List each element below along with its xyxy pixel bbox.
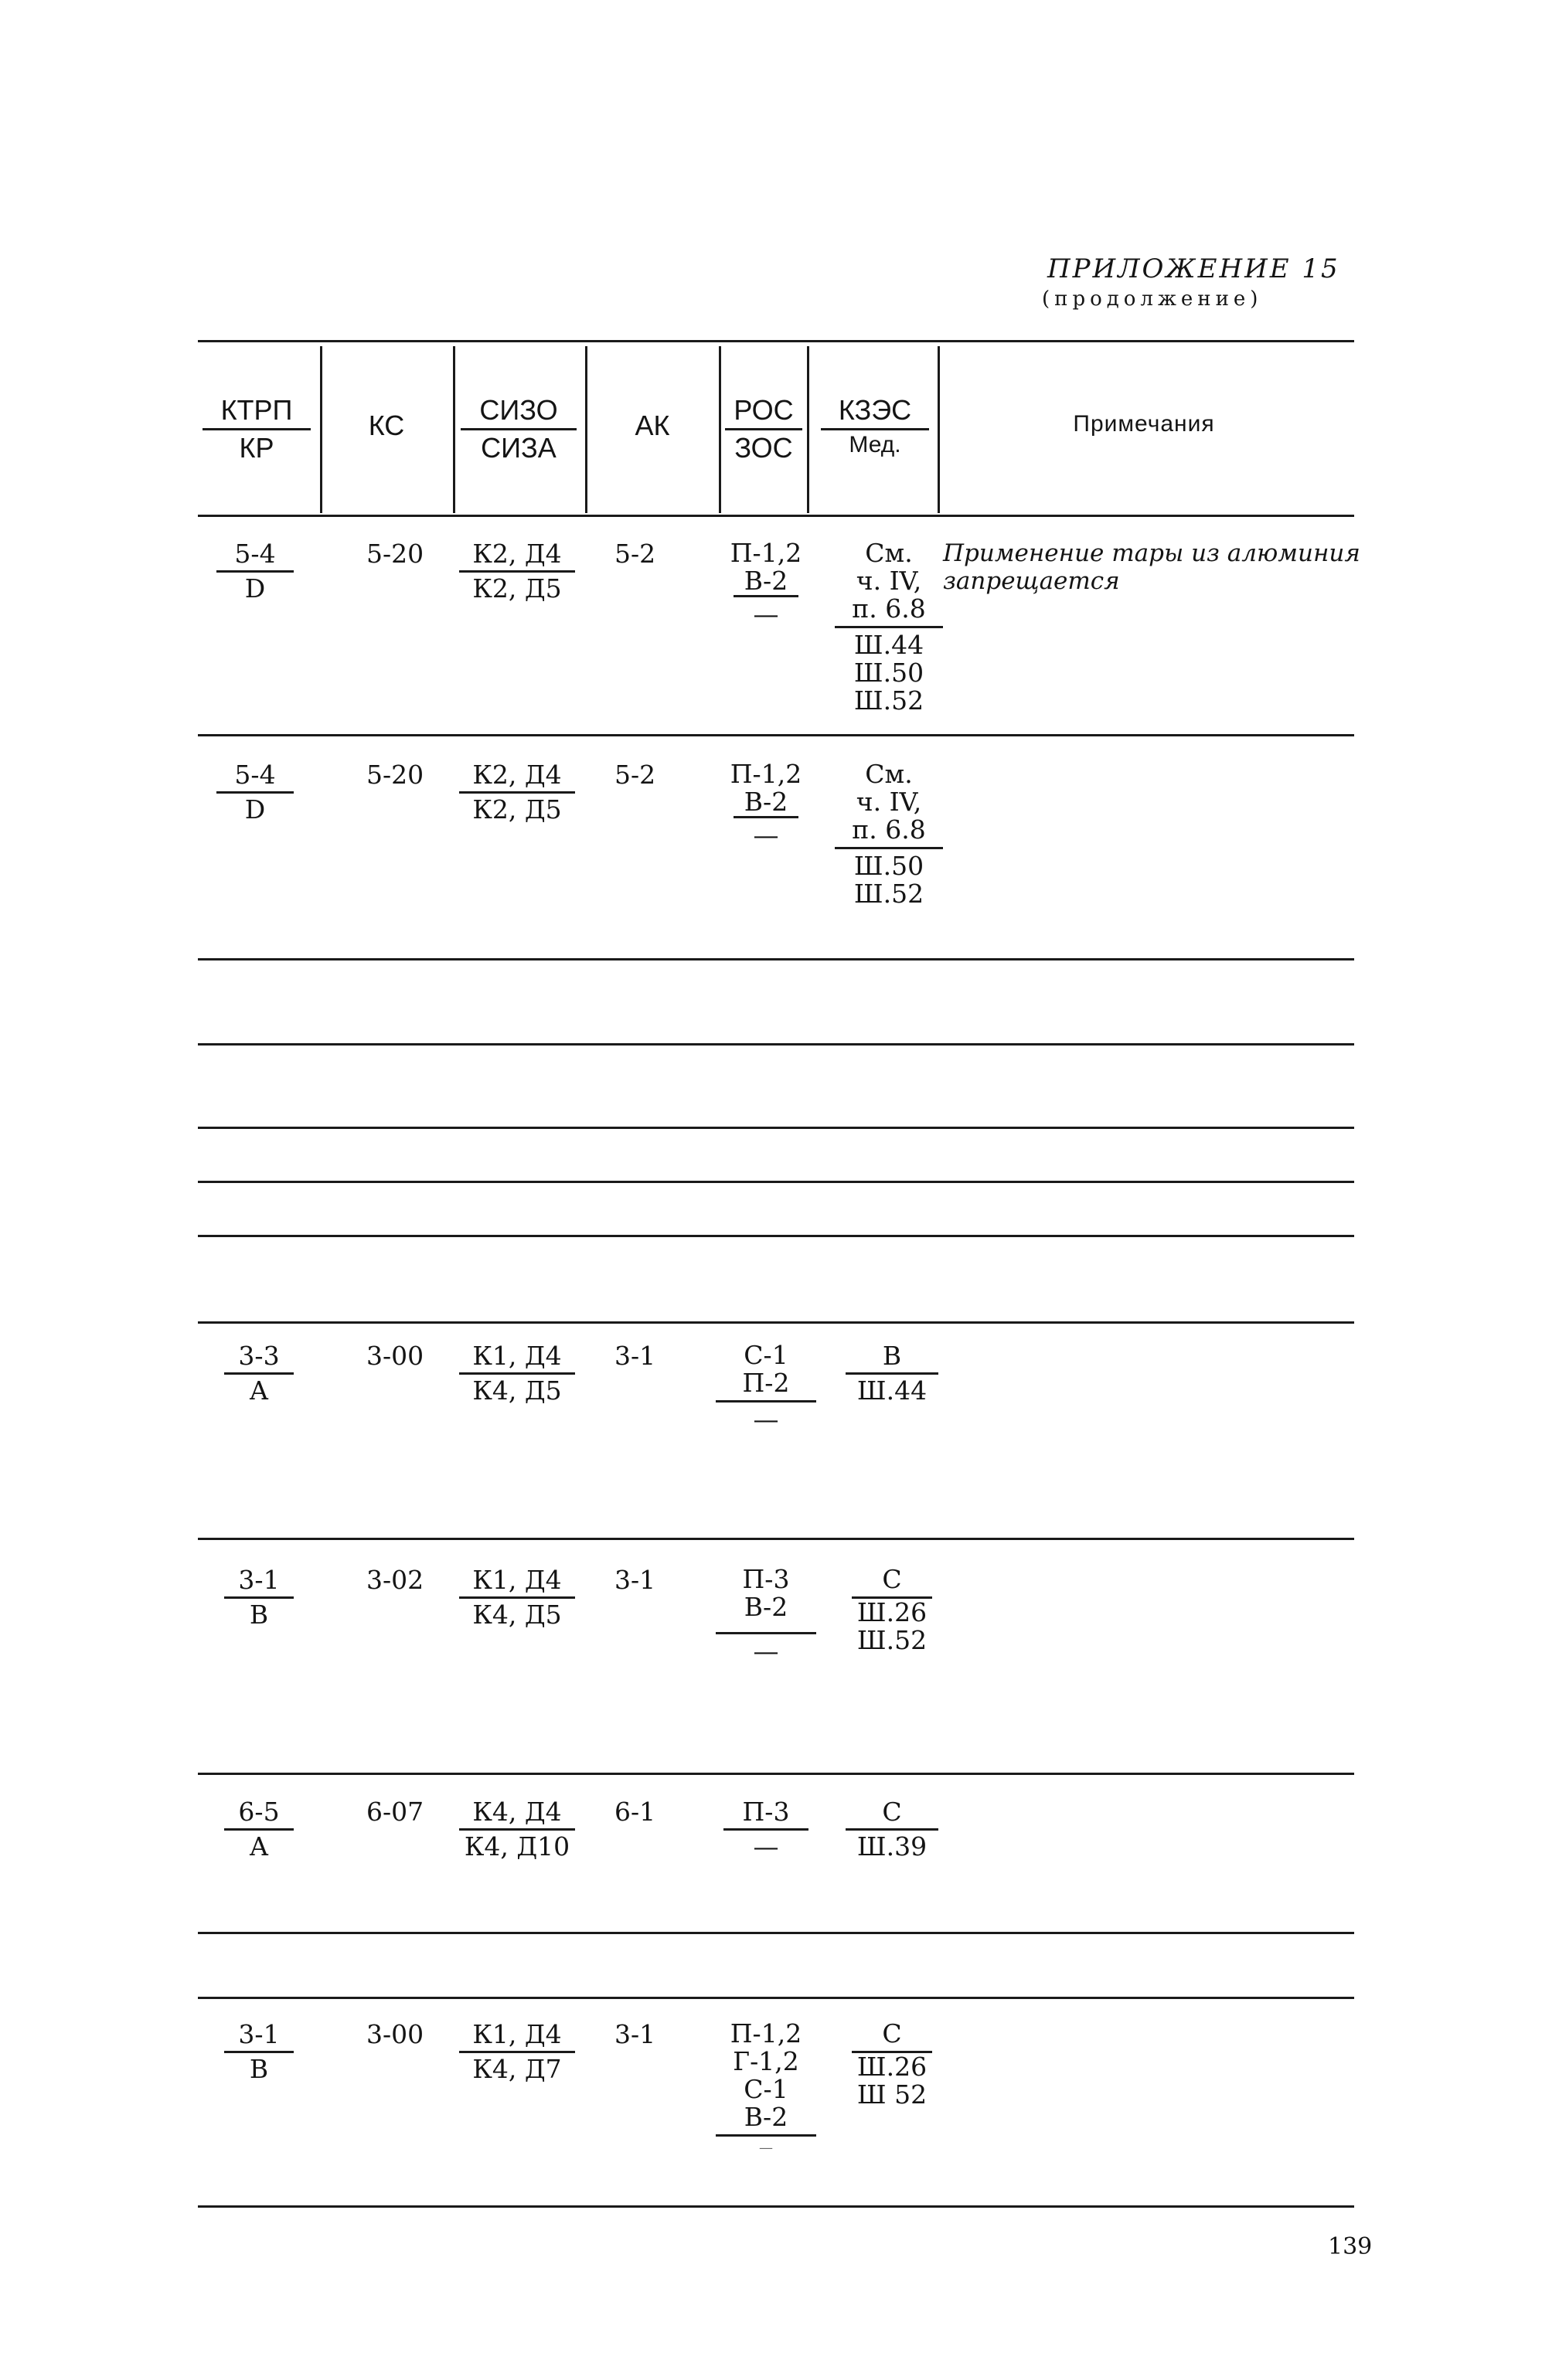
row2-kzes-2: ч. IV, — [856, 787, 922, 817]
column-header-med: Мед. — [849, 432, 901, 457]
row5-ks: 6-07 — [366, 1797, 424, 1827]
row4-ak: 3-1 — [614, 1565, 656, 1595]
row6-ak: 3-1 — [614, 2019, 656, 2049]
row6-ks: 3-00 — [366, 2019, 424, 2049]
row6-kzes: С — [882, 2018, 902, 2048]
row5-sizo: К4, Д4 — [459, 1797, 575, 1831]
row2-kzes-3: п. 6.8 — [852, 814, 926, 845]
row1-sizo: К2, Д4 — [459, 539, 575, 573]
row2-ros-zos — [716, 760, 816, 849]
row6-med-2: Ш 52 — [856, 2079, 928, 2110]
column-divider — [719, 346, 721, 513]
row1-ktrp: 5-4 — [216, 539, 294, 573]
row1-siza: К2, Д5 — [472, 573, 562, 604]
row4-sizo-siza — [459, 1566, 575, 1630]
column-header-ktrp: КТРП — [203, 394, 311, 430]
table-bottom-rule — [198, 2205, 1354, 2208]
row3-ros-zos — [716, 1341, 816, 1433]
row2-kzes-med — [835, 760, 943, 908]
row1-med-1: Ш.44 — [835, 626, 943, 659]
row4-sizo: К1, Д4 — [459, 1566, 575, 1599]
row2-kr: D — [244, 794, 266, 824]
row5-zos: — — [753, 1831, 779, 1862]
column-header-ks: КС — [368, 410, 405, 441]
row2-siza: К2, Д5 — [472, 794, 562, 824]
row4-med-2: Ш.52 — [856, 1625, 928, 1655]
row4-zos: — — [716, 1632, 816, 1665]
row-separator — [198, 1932, 1354, 1934]
row3-ktrp: 3-3 — [224, 1341, 294, 1375]
row1-note-line2: запрещается — [943, 567, 1120, 595]
row1-kzes-3: п. 6.8 — [852, 593, 926, 624]
row3-sizo: К1, Д4 — [459, 1341, 575, 1375]
table-top-rule — [198, 340, 1354, 342]
column-header-kr: КР — [239, 432, 274, 464]
row-separator — [198, 1997, 1354, 1999]
column-header-ak: АК — [635, 410, 670, 441]
row2-ktrp-kr — [216, 760, 294, 824]
row6-ros-3: С-1 — [744, 2074, 788, 2104]
row-separator — [198, 1538, 1354, 1540]
row1-kzes-1: См. — [865, 538, 913, 568]
column-header-zos: ЗОС — [734, 432, 793, 464]
column-header-kzes: КЗЭС — [821, 394, 929, 430]
row4-ks: 3-02 — [366, 1565, 424, 1595]
row3-kzes-med — [846, 1341, 938, 1406]
row2-ros-1: П-1,2 — [730, 759, 802, 789]
row5-sizo-siza — [459, 1797, 575, 1862]
row6-kr: В — [249, 2054, 269, 2084]
row6-ktrp-kr — [224, 2020, 294, 2084]
row1-note-line1: Применение тары из алюминия — [943, 539, 1360, 567]
row-separator — [198, 958, 1354, 960]
row1-zos: — — [753, 599, 779, 629]
row1-kr: D — [244, 573, 266, 604]
page-number: 139 — [1328, 2233, 1373, 2260]
row5-kzes-med — [846, 1797, 938, 1862]
row6-ros-1: П-1,2 — [730, 2018, 802, 2048]
row6-ros-4: В-2 — [744, 2102, 788, 2132]
row1-ros-2: В-2 — [734, 567, 798, 597]
row1-med-3: Ш.52 — [853, 685, 924, 716]
row2-ak: 5-2 — [614, 760, 656, 790]
row6-med-1: Ш.26 — [852, 2051, 932, 2081]
row3-siza: К4, Д5 — [472, 1375, 562, 1406]
column-header-ktrp-kr — [203, 394, 311, 464]
row4-kzes: С — [882, 1564, 902, 1594]
row5-ktrp: 6-5 — [224, 1797, 294, 1831]
appendix-subtitle: (продолжение) — [1042, 287, 1263, 311]
row4-ros-1: П-3 — [742, 1564, 790, 1594]
row5-ktrp-kr — [224, 1797, 294, 1862]
row6-zos: — — [716, 2134, 816, 2157]
row2-zos: — — [753, 820, 779, 850]
column-header-siza: СИЗА — [481, 432, 557, 464]
column-divider — [585, 346, 587, 513]
column-divider — [938, 346, 940, 513]
row2-kzes-1: См. — [865, 759, 913, 789]
row4-med-1: Ш.26 — [852, 1596, 932, 1627]
row3-ks: 3-00 — [366, 1341, 424, 1371]
row5-med: Ш.39 — [856, 1831, 928, 1862]
row6-kzes-med — [846, 2020, 938, 2109]
row4-kzes-med — [846, 1566, 938, 1654]
row4-ktrp-kr — [224, 1566, 294, 1630]
row6-ros-zos — [716, 2020, 816, 2157]
row3-kzes: В — [846, 1341, 938, 1375]
row2-med-2: Ш.52 — [853, 879, 924, 909]
row5-siza: К4, Д10 — [464, 1831, 570, 1862]
row-separator — [198, 1181, 1354, 1183]
row6-sizo: К1, Д4 — [459, 2020, 575, 2053]
row1-ros-zos — [716, 539, 816, 628]
row1-ks: 5-20 — [366, 539, 424, 569]
row2-sizo: К2, Д4 — [459, 760, 575, 794]
row-separator — [198, 1043, 1354, 1046]
row3-zos: — — [716, 1400, 816, 1433]
appendix-title: ПРИЛОЖЕНИЕ 15 — [1047, 253, 1340, 284]
row3-ros-1: С-1 — [744, 1340, 788, 1370]
row1-kzes-2: ч. IV, — [856, 566, 922, 596]
column-header-sizo-siza — [461, 394, 577, 464]
row3-ak: 3-1 — [614, 1341, 656, 1371]
row2-ros-2: В-2 — [734, 788, 798, 818]
row-separator — [198, 1773, 1354, 1775]
row-separator — [198, 1321, 1354, 1324]
row5-kzes: С — [846, 1797, 938, 1831]
row6-ktrp: 3-1 — [224, 2020, 294, 2053]
column-header-sizo: СИЗО — [461, 394, 577, 430]
row2-ks: 5-20 — [366, 760, 424, 790]
row3-sizo-siza — [459, 1341, 575, 1406]
column-header-kzes-med — [821, 394, 929, 458]
row1-note — [943, 539, 1360, 595]
table-header-bottom-rule — [198, 515, 1354, 517]
row4-kr: В — [249, 1600, 269, 1630]
row4-ros-zos — [716, 1566, 816, 1665]
row2-med-1: Ш.50 — [835, 847, 943, 880]
row4-ktrp: 3-1 — [224, 1566, 294, 1599]
row3-med: Ш.44 — [856, 1375, 928, 1406]
row1-kzes-med — [835, 539, 943, 715]
row1-ak: 5-2 — [614, 539, 656, 569]
row4-ros-2: В-2 — [744, 1592, 788, 1622]
row5-kr: А — [249, 1831, 269, 1862]
row1-med-2: Ш.50 — [853, 658, 924, 688]
row-separator — [198, 1235, 1354, 1237]
row1-ktrp-kr — [216, 539, 294, 604]
row5-ak: 6-1 — [614, 1797, 656, 1827]
column-header-ros-zos — [725, 394, 802, 464]
column-divider — [320, 346, 322, 513]
row2-sizo-siza — [459, 760, 575, 824]
row2-ktrp: 5-4 — [216, 760, 294, 794]
row-separator — [198, 1127, 1354, 1129]
row6-ros-2: Г-1,2 — [733, 2046, 799, 2076]
column-header-notes: Примечания — [1073, 411, 1215, 437]
column-divider — [453, 346, 455, 513]
row3-ktrp-kr — [224, 1341, 294, 1406]
row6-siza: К4, Д7 — [472, 2054, 562, 2084]
row5-ros-zos — [723, 1797, 808, 1862]
row3-ros-2: П-2 — [742, 1368, 790, 1398]
row3-kr: А — [249, 1375, 269, 1406]
column-header-ros: РОС — [725, 394, 802, 430]
row1-ros-1: П-1,2 — [730, 538, 802, 568]
row-separator — [198, 734, 1354, 736]
row1-sizo-siza — [459, 539, 575, 604]
column-divider — [807, 346, 809, 513]
row6-sizo-siza — [459, 2020, 575, 2084]
row5-ros: П-3 — [723, 1797, 808, 1831]
row4-siza: К4, Д5 — [472, 1600, 562, 1630]
